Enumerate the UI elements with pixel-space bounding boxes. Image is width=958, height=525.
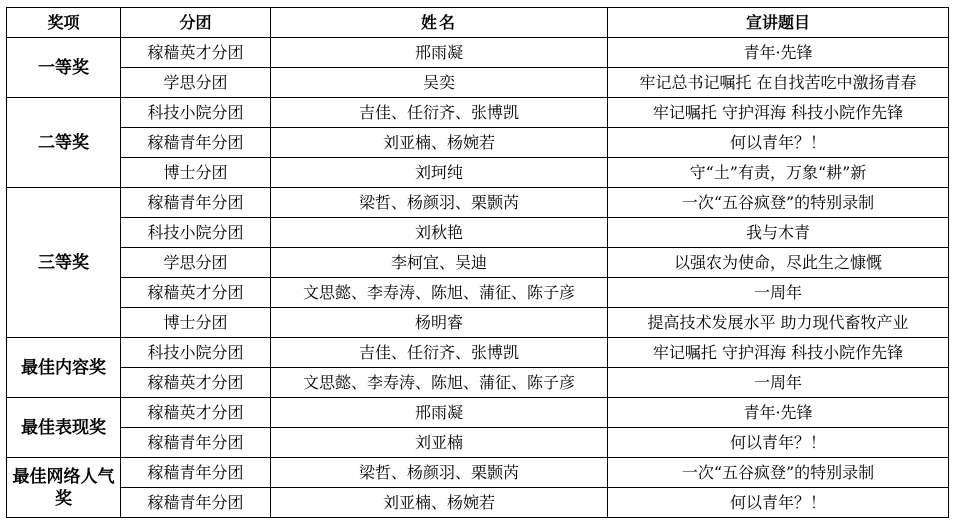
table-row	[7, 158, 949, 188]
table-row	[7, 458, 949, 488]
group-cell: 博士分团	[121, 158, 271, 188]
header-group: 分团	[121, 8, 271, 38]
names-cell: 吉佳、任衍齐、张博凯	[271, 98, 608, 128]
names-cell: 文思懿、李寿涛、陈旭、蒲征、陈子彦	[271, 368, 608, 398]
topic-cell: 牢记嘱托 守护洱海 科技小院作先锋	[608, 98, 949, 128]
names-cell: 刘亚楠、杨婉若	[271, 488, 608, 518]
table-row	[7, 338, 949, 368]
award-name: 最佳内容奖	[7, 338, 121, 398]
topic-cell: 一周年	[608, 278, 949, 308]
header-topic: 宣讲题目	[608, 8, 949, 38]
topic-cell: 青年·先锋	[608, 38, 949, 68]
award-name: 二等奖	[7, 98, 121, 188]
names-cell: 吴奕	[271, 68, 608, 98]
topic-cell: 提高技术发展水平 助力现代畜牧产业	[608, 308, 949, 338]
group-cell: 稼穑青年分团	[121, 128, 271, 158]
topic-cell: 以强农为使命，尽此生之慷慨	[608, 248, 949, 278]
topic-cell: 青年·先锋	[608, 398, 949, 428]
topic-cell: 守“土”有责，万象“耕”新	[608, 158, 949, 188]
table-row	[7, 188, 949, 218]
award-name: 最佳表现奖	[7, 398, 121, 458]
table-row	[7, 488, 949, 518]
group-cell: 稼穑青年分团	[121, 428, 271, 458]
names-cell: 刘珂纯	[271, 158, 608, 188]
topic-cell: 何以青年？！	[608, 128, 949, 158]
topic-cell: 一次“五谷疯登”的特别录制	[608, 458, 949, 488]
topic-cell: 牢记总书记嘱托 在自找苦吃中激扬青春	[608, 68, 949, 98]
table-row	[7, 398, 949, 428]
names-cell: 吉佳、任衍齐、张博凯	[271, 338, 608, 368]
names-cell: 邢雨凝	[271, 398, 608, 428]
awards-table	[6, 7, 949, 518]
table-row	[7, 68, 949, 98]
table-row	[7, 248, 949, 278]
group-cell: 学思分团	[121, 248, 271, 278]
group-cell: 稼穑英才分团	[121, 368, 271, 398]
topic-cell: 一周年	[608, 368, 949, 398]
group-cell: 稼穑英才分团	[121, 398, 271, 428]
names-cell: 刘亚楠、杨婉若	[271, 128, 608, 158]
group-cell: 科技小院分团	[121, 338, 271, 368]
topic-cell: 一次“五谷疯登”的特别录制	[608, 188, 949, 218]
names-cell: 杨明睿	[271, 308, 608, 338]
names-cell: 刘亚楠	[271, 428, 608, 458]
names-cell: 刘秋艳	[271, 218, 608, 248]
table-row	[7, 308, 949, 338]
table-row	[7, 38, 949, 68]
topic-cell: 牢记嘱托 守护洱海 科技小院作先锋	[608, 338, 949, 368]
group-cell: 稼穑英才分团	[121, 38, 271, 68]
table-row	[7, 368, 949, 398]
names-cell: 梁哲、杨颜羽、栗颢芮	[271, 458, 608, 488]
award-name: 一等奖	[7, 38, 121, 98]
header-row	[7, 8, 949, 38]
names-cell: 梁哲、杨颜羽、栗颢芮	[271, 188, 608, 218]
award-name: 最佳网络人气奖	[7, 458, 121, 518]
header-award: 奖项	[7, 8, 121, 38]
topic-cell: 何以青年？！	[608, 428, 949, 458]
group-cell: 学思分团	[121, 68, 271, 98]
group-cell: 科技小院分团	[121, 98, 271, 128]
table-row	[7, 98, 949, 128]
topic-cell: 我与木青	[608, 218, 949, 248]
table-row	[7, 218, 949, 248]
topic-cell: 何以青年？！	[608, 488, 949, 518]
group-cell: 科技小院分团	[121, 218, 271, 248]
names-cell: 李柯宜、吴迪	[271, 248, 608, 278]
group-cell: 稼穑英才分团	[121, 278, 271, 308]
table-row	[7, 428, 949, 458]
award-name: 三等奖	[7, 188, 121, 338]
group-cell: 稼穑青年分团	[121, 458, 271, 488]
header-names: 姓名	[271, 8, 608, 38]
names-cell: 邢雨凝	[271, 38, 608, 68]
group-cell: 稼穑青年分团	[121, 188, 271, 218]
names-cell: 文思懿、李寿涛、陈旭、蒲征、陈子彦	[271, 278, 608, 308]
table-row	[7, 128, 949, 158]
group-cell: 稼穑青年分团	[121, 488, 271, 518]
group-cell: 博士分团	[121, 308, 271, 338]
table-row	[7, 278, 949, 308]
